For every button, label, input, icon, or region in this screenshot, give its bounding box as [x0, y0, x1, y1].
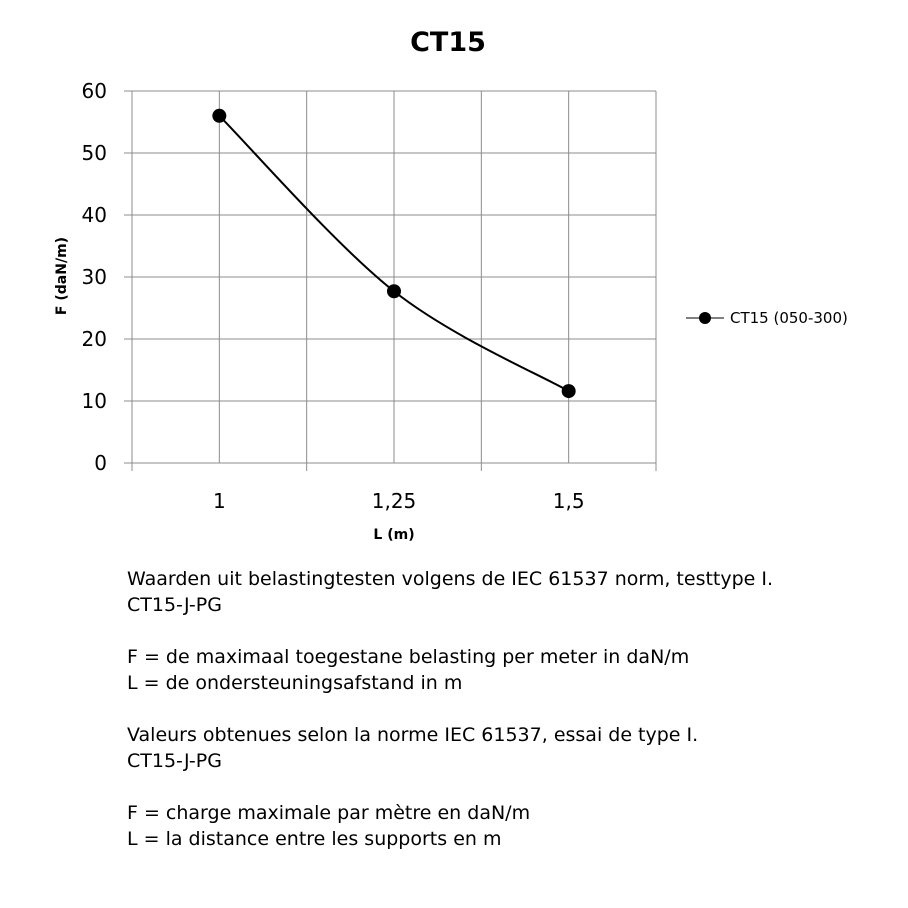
y-tick-label: 50 — [81, 141, 107, 165]
legend-label: CT15 (050-300) — [730, 309, 848, 327]
notes — [127, 566, 887, 852]
note-nl-line1: Waarden uit belastingtesten volgens de IEC 61537 norm, testtype I. — [127, 568, 774, 590]
y-tick-label: 40 — [81, 203, 107, 227]
y-axis-title: F (daN/m) — [54, 236, 70, 316]
note-nl-def-l: L = de ondersteuningsafstand in m — [127, 672, 463, 694]
data-point — [387, 284, 401, 298]
x-tick-label: 1 — [212, 489, 226, 513]
x-tick-label: 1,25 — [371, 489, 417, 513]
y-tick-labels — [82, 79, 107, 475]
y-tick-label: 10 — [81, 389, 107, 413]
data-point — [562, 384, 576, 398]
chart-grid — [132, 91, 656, 463]
note-nl-line2: CT15-J-PG — [127, 594, 222, 616]
chart-title: CT15 — [410, 27, 486, 58]
note-fr-def-l: L = la distance entre les supports en m — [127, 828, 502, 850]
legend — [686, 309, 848, 327]
note-fr-line2: CT15-J-PG — [127, 750, 222, 772]
legend-marker — [699, 312, 711, 324]
y-tick-label: 60 — [81, 79, 107, 103]
note-fr-def-f: F = charge maximale par mètre en daN/m — [127, 802, 531, 824]
note-fr-line1: Valeurs obtenues selon la norme IEC 61537, essai de type I. — [127, 724, 699, 746]
y-tick-label: 30 — [81, 265, 107, 289]
y-tick-label: 0 — [94, 451, 107, 475]
x-axis-title: L (m) — [373, 527, 415, 543]
note-nl-def-f: F = de maximaal toegestane belasting per meter in daN/m — [127, 646, 690, 668]
data-point — [212, 109, 226, 123]
chart-axes — [124, 91, 656, 471]
x-tick-labels — [213, 489, 585, 513]
y-tick-label: 20 — [81, 327, 107, 351]
x-tick-label: 1,5 — [552, 489, 585, 513]
